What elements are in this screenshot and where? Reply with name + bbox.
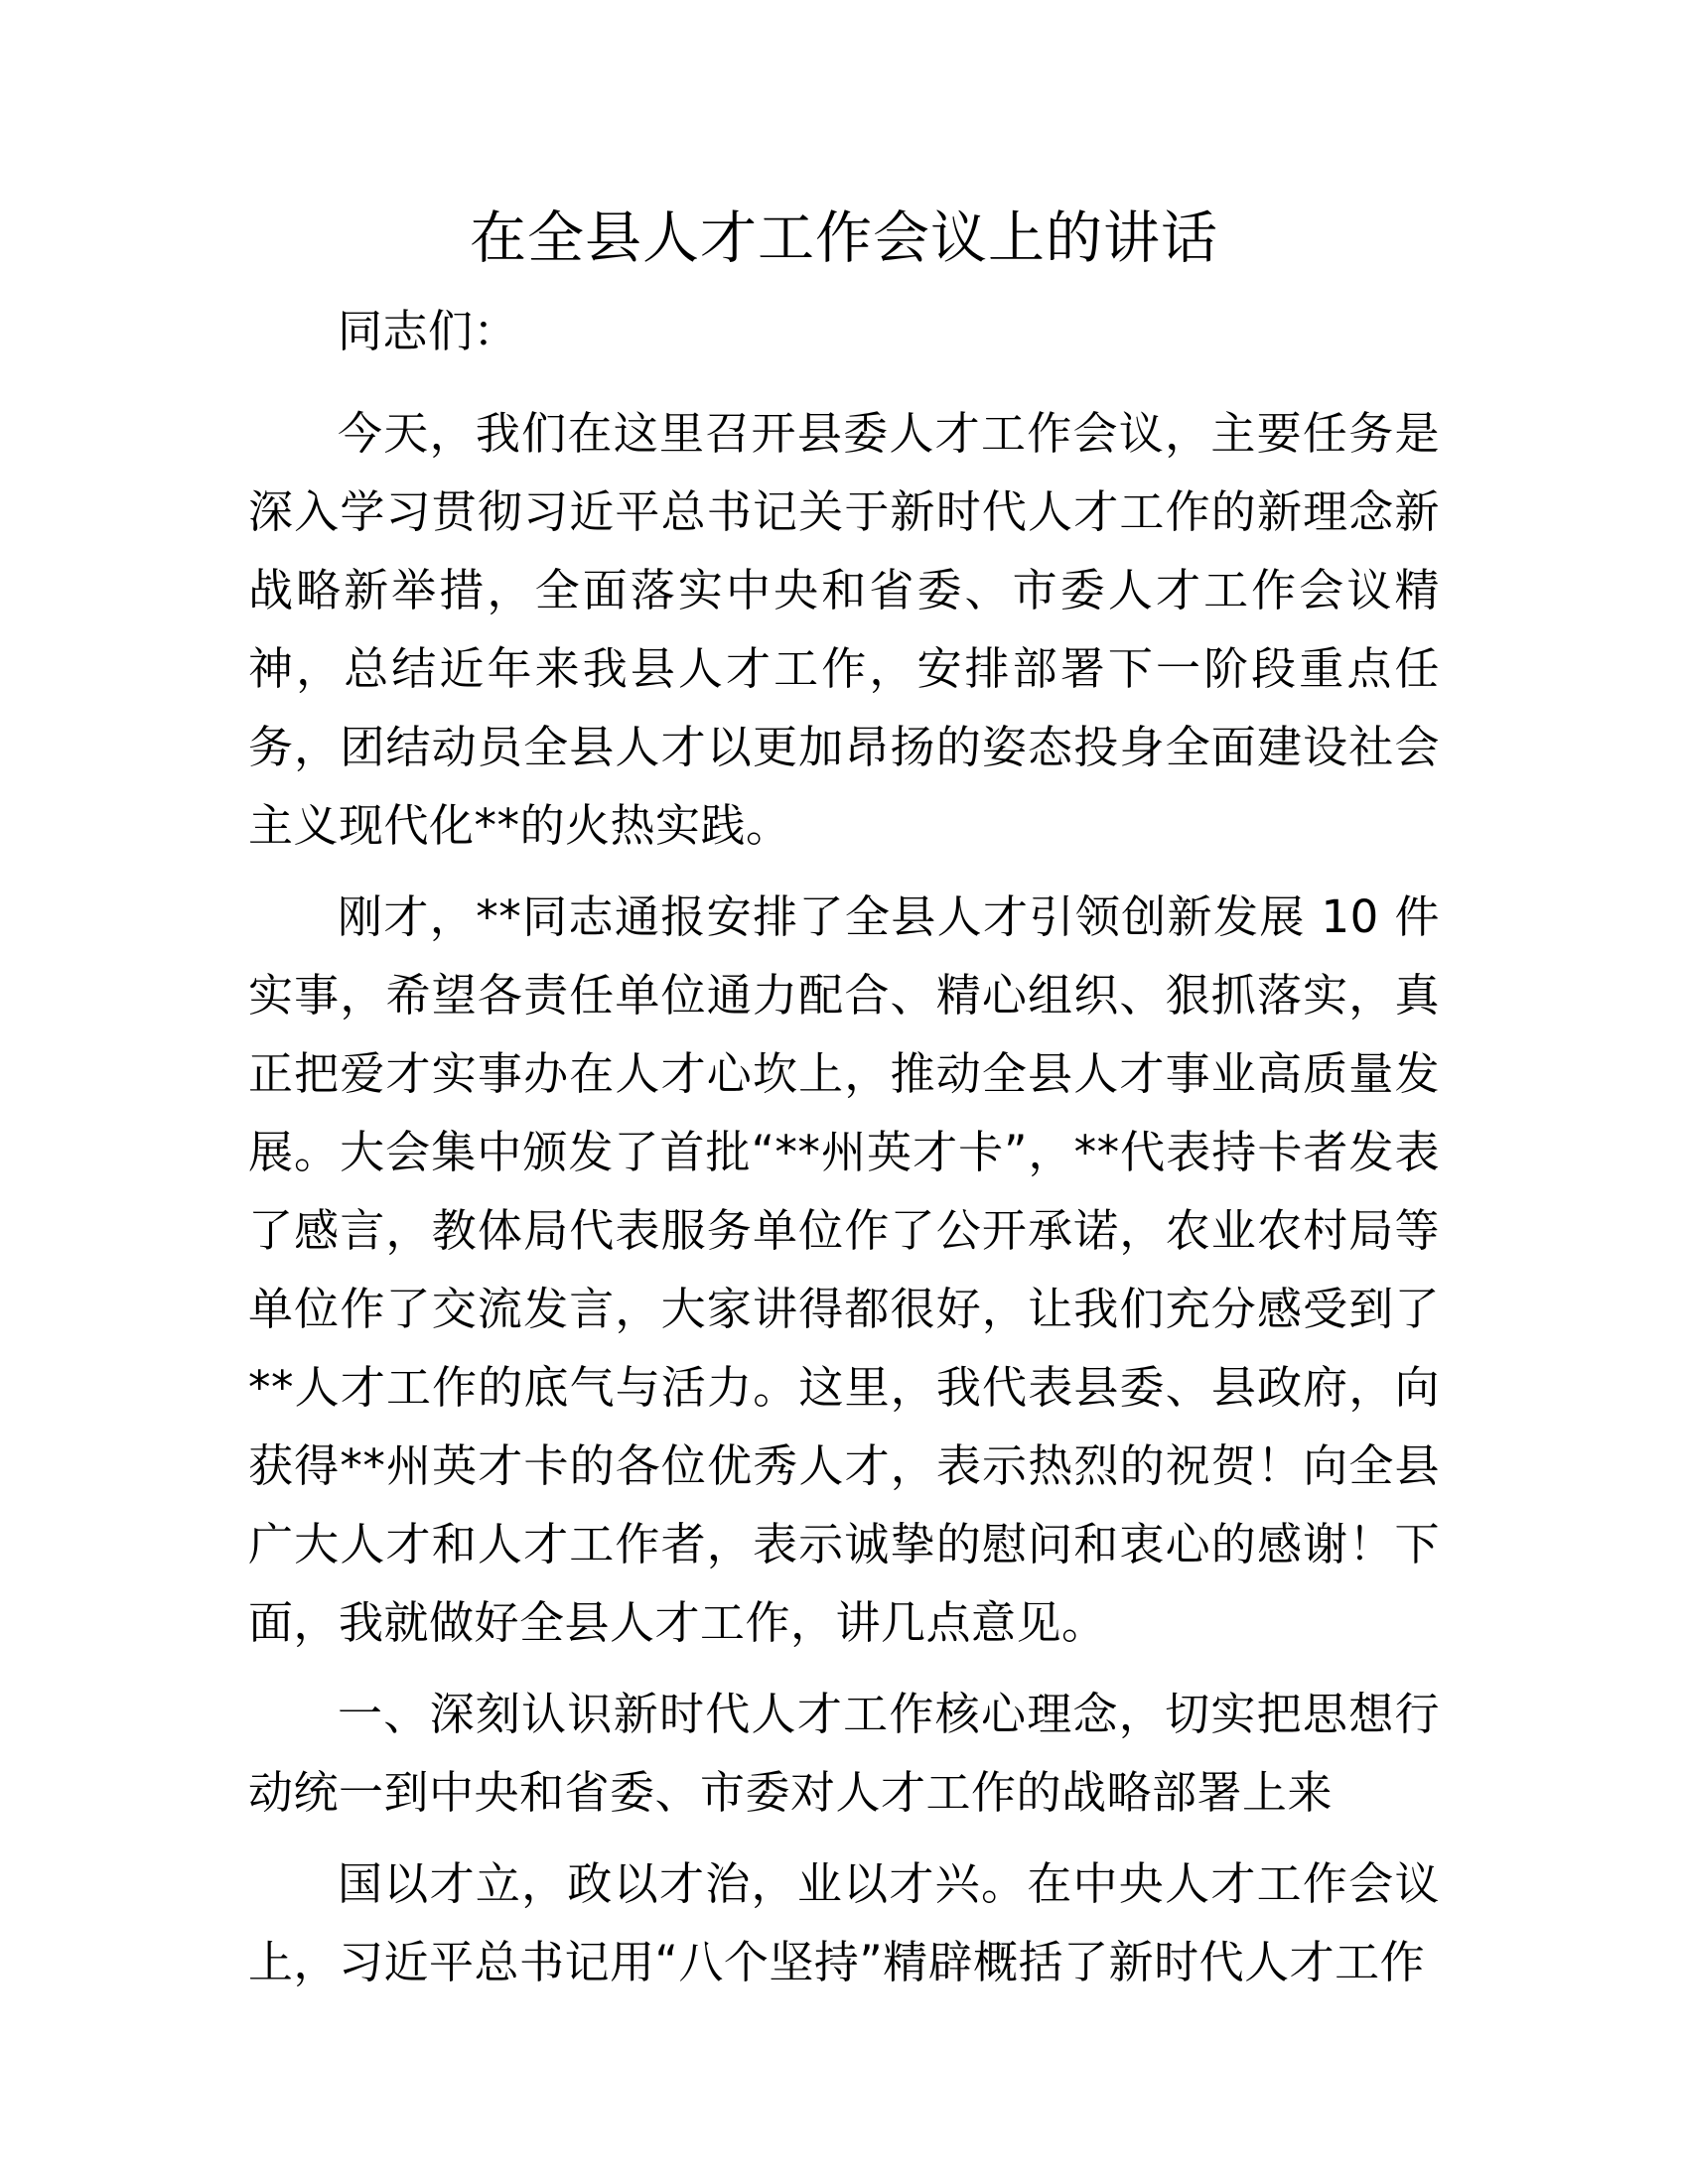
greeting-line: 同志们： bbox=[338, 305, 519, 357]
document-page bbox=[248, 199, 1440, 2014]
paragraph-review: 刚才，**同志通报安排了全县人才引领创新发展 10 件实事，希望各责任单位通力配合、精心组织、狠抓落实，真正把爱才实事办在人才心坎上，推动全县人才事业高质量发展。大会集中颁发了首批“**州英才卡”，**代表持卡者发表了感言，教体局代表服务单位作了公开承诺，农业农村局等单位作了交流发言，大家讲得都很好，让我们充分感受到了**人才工作的底气与活力。这里，我代表县委、县政府，向获得**州英才卡的各位优秀人才，表示热烈的祝贺！向全县广大人才和人才工作者，表示诚挚的慰问和衷心的感谢！下面，我就做好全县人才工作，讲几点意见。 bbox=[248, 890, 1440, 1649]
paragraph-opening: 今天，我们在这里召开县委人才工作会议，主要任务是深入学习贯彻习近平总书记关于新时代人才工作的新理念新战略新举措，全面落实中央和省委、市委人才工作会议精神，总结近年来我县人才工作，安排部署下一阶段重点任务，团结动员全县人才以更加昂扬的姿态投身全面建设社会主义现代化**的火热实践。 bbox=[248, 407, 1440, 852]
paragraph-section-one: 国以才立，政以才治，业以才兴。在中央人才工作会议上，习近平总书记用“八个坚持”精辟概括了新时代人才工作 bbox=[248, 1857, 1440, 1988]
section-heading-one: 一、深刻认识新时代人才工作核心理念，切实把思想行动统一到中央和省委、市委对人才工作的战略部署上来 bbox=[248, 1688, 1440, 1819]
document-title: 在全县人才工作会议上的讲话 bbox=[470, 205, 1218, 271]
